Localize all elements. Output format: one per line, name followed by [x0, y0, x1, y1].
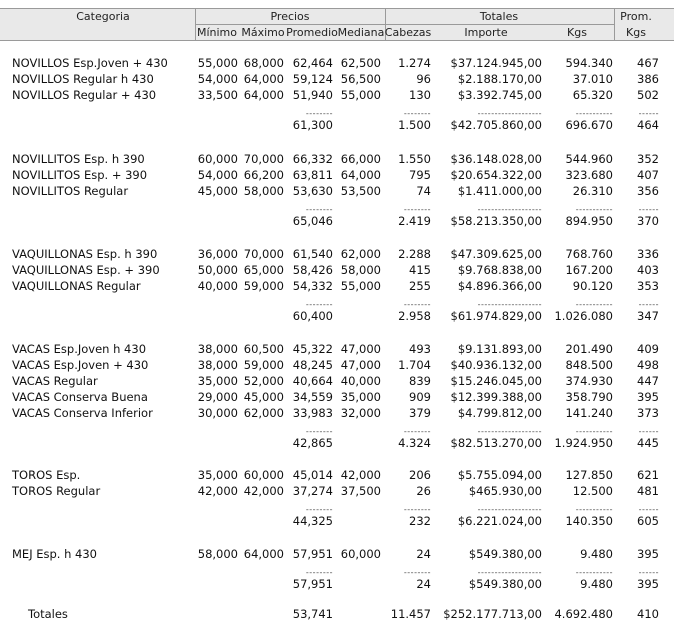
mediana-cell: 66,000: [340, 152, 381, 166]
importe-cell: $465.930,00: [468, 484, 542, 498]
header-prom-kgs: Kgs: [626, 26, 646, 39]
mediana-cell: 62,000: [340, 247, 381, 261]
kgs-cell: 12.500: [572, 484, 613, 498]
cabezas-cell: 255: [409, 279, 431, 293]
promedio-cell: 53,630: [292, 184, 333, 198]
importe-cell: $20.654.322,00: [450, 168, 542, 182]
prom-cell: 481: [637, 484, 659, 498]
separator-dashes: -------------------: [477, 505, 542, 514]
cabezas-cell: 2.288: [398, 247, 431, 261]
cabezas-cell: 415: [409, 263, 431, 277]
maximo-cell: 70,000: [243, 152, 284, 166]
importe-cell: $15.246.045,00: [450, 374, 542, 388]
minimo-cell: 54,000: [197, 72, 238, 86]
promedio-cell: 34,559: [292, 390, 333, 404]
kgs-cell: 768.760: [565, 247, 613, 261]
separator-dashes: -------------------: [477, 300, 542, 309]
minimo-cell: 58,000: [197, 547, 238, 561]
subtotal-promedio: 61,300: [292, 118, 333, 132]
kgs-cell: 26.310: [572, 184, 613, 198]
category-name: NOVILLOS Regular h 430: [12, 72, 154, 86]
cabezas-cell: 74: [416, 184, 431, 198]
minimo-cell: 42,000: [197, 484, 238, 498]
subtotal-cabezas: 24: [416, 577, 431, 591]
kgs-cell: 141.240: [565, 406, 613, 420]
separator-dashes: -----------: [575, 568, 613, 577]
cabezas-cell: 379: [409, 406, 431, 420]
mediana-cell: 56,500: [340, 72, 381, 86]
importe-cell: $40.936.132,00: [450, 358, 542, 372]
kgs-cell: 358.790: [565, 390, 613, 404]
category-name: NOVILLOS Regular + 430: [12, 88, 157, 102]
maximo-cell: 59,000: [243, 279, 284, 293]
promedio-cell: 45,322: [292, 342, 333, 356]
category-name: MEJ Esp. h 430: [12, 547, 97, 561]
separator-dashes: --------: [403, 505, 431, 514]
totales-importe: $252.177.713,00: [443, 607, 542, 621]
importe-cell: $2.188.170,00: [457, 72, 542, 86]
promedio-cell: 48,245: [292, 358, 333, 372]
minimo-cell: 29,000: [197, 390, 238, 404]
separator-dashes: -------------------: [477, 205, 542, 214]
cabezas-cell: 24: [416, 547, 431, 561]
prom-cell: 395: [637, 390, 659, 404]
minimo-cell: 50,000: [197, 263, 238, 277]
cabezas-cell: 1.550: [398, 152, 431, 166]
mediana-cell: 64,000: [340, 168, 381, 182]
subtotal-kgs: 1.924.950: [554, 436, 613, 450]
subtotal-cabezas: 4.324: [398, 436, 431, 450]
promedio-cell: 61,540: [292, 247, 333, 261]
separator-dashes: --------: [305, 300, 333, 309]
subtotal-cabezas: 232: [409, 514, 431, 528]
kgs-cell: 323.680: [565, 168, 613, 182]
promedio-cell: 40,664: [292, 374, 333, 388]
prom-cell: 502: [637, 88, 659, 102]
minimo-cell: 35,000: [197, 468, 238, 482]
category-name: NOVILLITOS Esp. + 390: [12, 168, 148, 182]
minimo-cell: 60,000: [197, 152, 238, 166]
header-minimo: Mínimo: [196, 26, 238, 39]
totales-promedio: 53,741: [292, 607, 333, 621]
promedio-cell: 59,124: [292, 72, 333, 86]
header-prom: Prom.: [620, 10, 652, 23]
minimo-cell: 55,000: [197, 56, 238, 70]
importe-cell: $9.768.838,00: [457, 263, 542, 277]
cabezas-cell: 96: [416, 72, 431, 86]
prom-cell: 336: [637, 247, 659, 261]
promedio-cell: 63,811: [292, 168, 333, 182]
kgs-cell: 201.490: [565, 342, 613, 356]
prom-cell: 621: [637, 468, 659, 482]
kgs-cell: 9.480: [580, 547, 613, 561]
promedio-cell: 37,274: [292, 484, 333, 498]
importe-cell: $47.309.625,00: [450, 247, 542, 261]
totales-cabezas: 11.457: [390, 607, 431, 621]
separator-dashes: ------: [638, 205, 659, 214]
subtotal-prom: 370: [637, 214, 659, 228]
subtotal-kgs: 140.350: [565, 514, 613, 528]
mediana-cell: 42,000: [340, 468, 381, 482]
separator-dashes: ------: [638, 300, 659, 309]
cabezas-cell: 130: [409, 88, 431, 102]
mediana-cell: 53,500: [340, 184, 381, 198]
minimo-cell: 54,000: [197, 168, 238, 182]
separator-dashes: ------: [638, 427, 659, 436]
kgs-cell: 37.010: [572, 72, 613, 86]
promedio-cell: 54,332: [292, 279, 333, 293]
cabezas-cell: 26: [416, 484, 431, 498]
maximo-cell: 65,000: [243, 263, 284, 277]
separator-dashes: --------: [403, 568, 431, 577]
separator-dashes: -----------: [575, 505, 613, 514]
importe-cell: $12.399.388,00: [450, 390, 542, 404]
subtotal-prom: 347: [637, 309, 659, 323]
header-mediana: Mediana: [337, 26, 385, 39]
header-cabezas: Cabezas: [384, 26, 432, 39]
separator-dashes: --------: [305, 505, 333, 514]
importe-cell: $3.392.745,00: [457, 88, 542, 102]
subtotal-importe: $42.705.860,00: [450, 118, 542, 132]
mediana-cell: 47,000: [340, 358, 381, 372]
subtotal-promedio: 42,865: [292, 436, 333, 450]
maximo-cell: 59,000: [243, 358, 284, 372]
mediana-cell: 40,000: [340, 374, 381, 388]
subtotal-prom: 445: [637, 436, 659, 450]
separator-dashes: --------: [305, 427, 333, 436]
header-totales: Totales: [479, 10, 519, 23]
separator-dashes: -----------: [575, 205, 613, 214]
minimo-cell: 35,000: [197, 374, 238, 388]
subtotal-promedio: 60,400: [292, 309, 333, 323]
separator-dashes: --------: [403, 427, 431, 436]
separator-dashes: --------: [403, 300, 431, 309]
subtotal-kgs: 894.950: [565, 214, 613, 228]
category-name: VACAS Esp.Joven h 430: [12, 342, 147, 356]
importe-cell: $37.124.945,00: [450, 56, 542, 70]
header-kgs: Kgs: [567, 26, 587, 39]
maximo-cell: 60,000: [243, 468, 284, 482]
subtotal-importe: $6.221.024,00: [457, 514, 542, 528]
minimo-cell: 40,000: [197, 279, 238, 293]
maximo-cell: 64,000: [243, 72, 284, 86]
subtotal-kgs: 9.480: [580, 577, 613, 591]
minimo-cell: 38,000: [197, 358, 238, 372]
separator-dashes: -----------: [575, 300, 613, 309]
kgs-cell: 90.120: [572, 279, 613, 293]
subtotal-cabezas: 2.419: [398, 214, 431, 228]
category-name: VACAS Regular: [12, 374, 98, 388]
maximo-cell: 66,200: [243, 168, 284, 182]
prom-cell: 409: [637, 342, 659, 356]
minimo-cell: 30,000: [197, 406, 238, 420]
subtotal-kgs: 1.026.080: [554, 309, 613, 323]
maximo-cell: 70,000: [243, 247, 284, 261]
kgs-cell: 374.930: [565, 374, 613, 388]
prom-cell: 373: [637, 406, 659, 420]
category-name: VACAS Conserva Buena: [12, 390, 148, 404]
category-name: VACAS Esp.Joven + 430: [12, 358, 149, 372]
separator-dashes: -------------------: [477, 568, 542, 577]
separator-dashes: --------: [305, 568, 333, 577]
prom-cell: 407: [637, 168, 659, 182]
importe-cell: $1.411.000,00: [457, 184, 542, 198]
header-maximo: Máximo: [241, 26, 285, 39]
category-name: TOROS Esp.: [12, 468, 81, 482]
mediana-cell: 62,500: [340, 56, 381, 70]
kgs-cell: 848.500: [565, 358, 613, 372]
prom-cell: 403: [637, 263, 659, 277]
separator-dashes: --------: [305, 109, 333, 118]
category-name: VAQUILLONAS Esp. + 390: [12, 263, 160, 277]
prom-cell: 356: [637, 184, 659, 198]
importe-cell: $549.380,00: [468, 547, 542, 561]
category-name: NOVILLITOS Esp. h 390: [12, 152, 145, 166]
category-name: VAQUILLONAS Regular: [12, 279, 141, 293]
subtotal-importe: $549.380,00: [468, 577, 542, 591]
prom-cell: 498: [637, 358, 659, 372]
kgs-cell: 167.200: [565, 263, 613, 277]
category-name: VAQUILLONAS Esp. h 390: [12, 247, 158, 261]
subtotal-prom: 605: [637, 514, 659, 528]
cabezas-cell: 493: [409, 342, 431, 356]
separator-dashes: --------: [305, 205, 333, 214]
prom-cell: 386: [637, 72, 659, 86]
kgs-cell: 544.960: [565, 152, 613, 166]
separator-dashes: --------: [403, 109, 431, 118]
importe-cell: $9.131.893,00: [457, 342, 542, 356]
importe-cell: $5.755.094,00: [457, 468, 542, 482]
prom-cell: 395: [637, 547, 659, 561]
mediana-cell: 55,000: [340, 88, 381, 102]
separator-dashes: -----------: [575, 109, 613, 118]
minimo-cell: 33,500: [197, 88, 238, 102]
maximo-cell: 62,000: [243, 406, 284, 420]
importe-cell: $36.148.028,00: [450, 152, 542, 166]
prom-cell: 353: [637, 279, 659, 293]
subtotal-promedio: 57,951: [292, 577, 333, 591]
totales-prom: 410: [637, 607, 659, 621]
prom-cell: 352: [637, 152, 659, 166]
mediana-cell: 35,000: [340, 390, 381, 404]
cabezas-cell: 1.274: [398, 56, 431, 70]
promedio-cell: 33,983: [292, 406, 333, 420]
prom-cell: 447: [637, 374, 659, 388]
kgs-cell: 594.340: [565, 56, 613, 70]
separator-dashes: -------------------: [477, 109, 542, 118]
minimo-cell: 38,000: [197, 342, 238, 356]
minimo-cell: 36,000: [197, 247, 238, 261]
mediana-cell: 32,000: [340, 406, 381, 420]
subtotal-prom: 464: [637, 118, 659, 132]
maximo-cell: 68,000: [243, 56, 284, 70]
promedio-cell: 57,951: [292, 547, 333, 561]
mediana-cell: 55,000: [340, 279, 381, 293]
header-divider: [195, 8, 196, 40]
maximo-cell: 58,000: [243, 184, 284, 198]
subtotal-promedio: 65,046: [292, 214, 333, 228]
totales-label: Totales: [28, 607, 68, 621]
category-name: NOVILLOS Esp.Joven + 430: [12, 56, 168, 70]
separator-dashes: --------: [403, 205, 431, 214]
subtotal-cabezas: 1.500: [398, 118, 431, 132]
header-promedio: Promedio: [286, 26, 338, 39]
header-importe: Importe: [464, 26, 508, 39]
kgs-cell: 65.320: [572, 88, 613, 102]
promedio-cell: 45,014: [292, 468, 333, 482]
cabezas-cell: 206: [409, 468, 431, 482]
category-name: TOROS Regular: [12, 484, 101, 498]
promedio-cell: 58,426: [292, 263, 333, 277]
cabezas-cell: 795: [409, 168, 431, 182]
mediana-cell: 47,000: [340, 342, 381, 356]
subtotal-importe: $61.974.829,00: [450, 309, 542, 323]
header-divider: [614, 8, 615, 40]
promedio-cell: 62,464: [292, 56, 333, 70]
separator-dashes: -----------: [575, 427, 613, 436]
maximo-cell: 45,000: [243, 390, 284, 404]
separator-dashes: -------------------: [477, 427, 542, 436]
importe-cell: $4.896.366,00: [457, 279, 542, 293]
cabezas-cell: 1.704: [398, 358, 431, 372]
promedio-cell: 66,332: [292, 152, 333, 166]
minimo-cell: 45,000: [197, 184, 238, 198]
maximo-cell: 52,000: [243, 374, 284, 388]
maximo-cell: 42,000: [243, 484, 284, 498]
maximo-cell: 60,500: [243, 342, 284, 356]
subtotal-prom: 395: [637, 577, 659, 591]
mediana-cell: 58,000: [340, 263, 381, 277]
subtotal-importe: $82.513.270,00: [450, 436, 542, 450]
maximo-cell: 64,000: [243, 547, 284, 561]
cabezas-cell: 909: [409, 390, 431, 404]
promedio-cell: 51,940: [292, 88, 333, 102]
header-precios: Precios: [270, 10, 310, 23]
totales-kgs: 4.692.480: [554, 607, 613, 621]
maximo-cell: 64,000: [243, 88, 284, 102]
mediana-cell: 37,500: [340, 484, 381, 498]
subtotal-cabezas: 2.958: [398, 309, 431, 323]
separator-dashes: ------: [638, 505, 659, 514]
cabezas-cell: 839: [409, 374, 431, 388]
category-name: VACAS Conserva Inferior: [12, 406, 153, 420]
separator-dashes: ------: [638, 109, 659, 118]
header-categoria: Categoria: [76, 10, 130, 23]
separator-dashes: ------: [638, 568, 659, 577]
kgs-cell: 127.850: [565, 468, 613, 482]
subtotal-kgs: 696.670: [565, 118, 613, 132]
subtotal-importe: $58.213.350,00: [450, 214, 542, 228]
category-name: NOVILLITOS Regular: [12, 184, 129, 198]
importe-cell: $4.799.812,00: [457, 406, 542, 420]
subtotal-promedio: 44,325: [292, 514, 333, 528]
prom-cell: 467: [637, 56, 659, 70]
mediana-cell: 60,000: [340, 547, 381, 561]
